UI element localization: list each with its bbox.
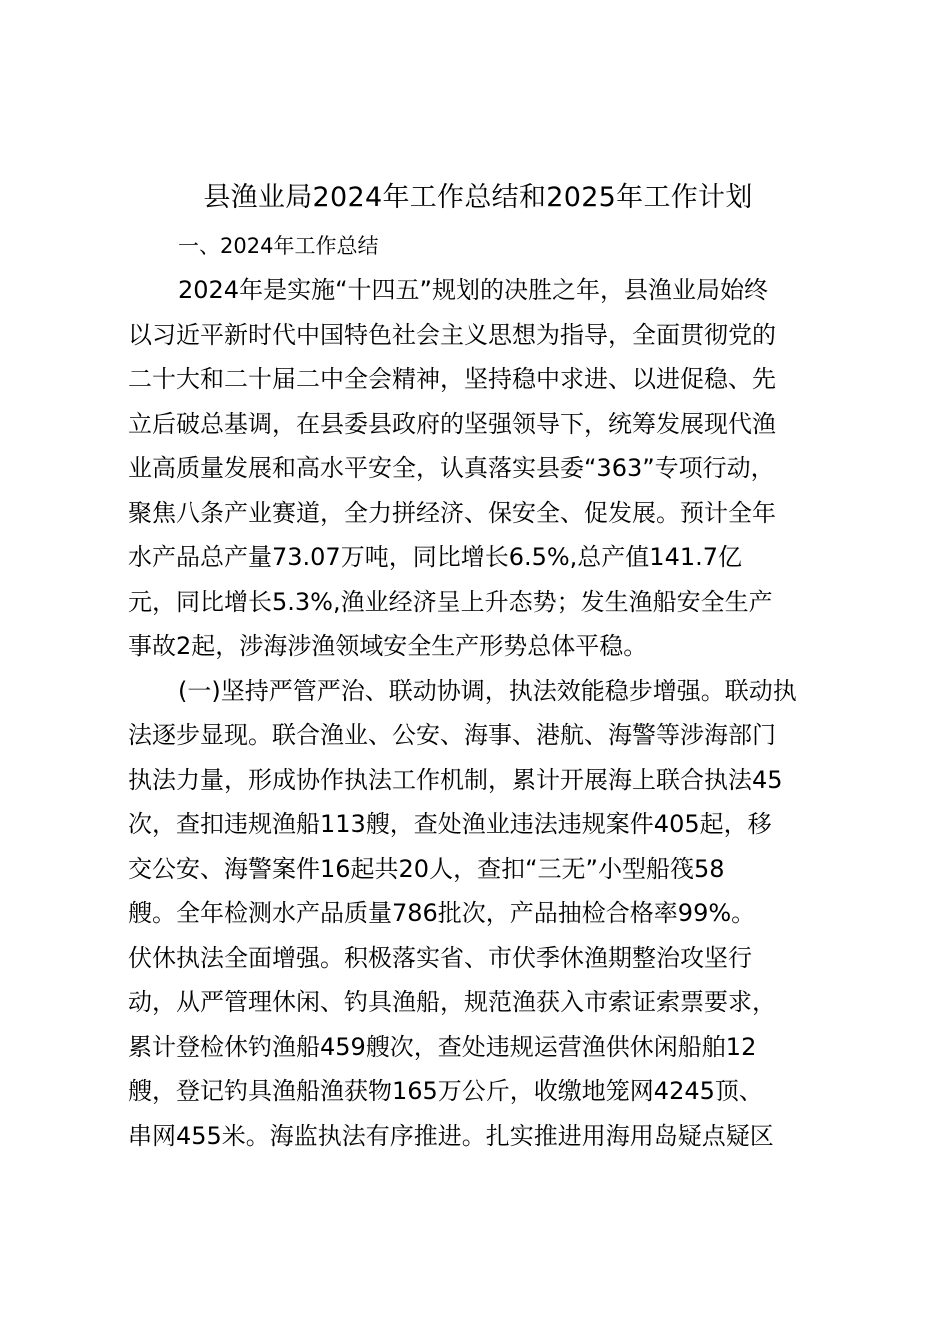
document-title: 县渔业局2024年工作总结和2025年工作计划: [203, 182, 753, 213]
paragraph-line: 水产品总产量73.07万吨，同比增长6.5%,总产值141.7亿: [128, 543, 743, 571]
paragraph-line: 立后破总基调，在县委县政府的坚强领导下，统筹发展现代渔: [128, 410, 776, 438]
paragraph-line: 业高质量发展和高水平安全，认真落实县委“363”专项行动，: [128, 454, 775, 482]
section-heading: 一、2024年工作总结: [178, 234, 379, 258]
paragraph-line: 累计登检休钓渔船459艘次，查处违规运营渔供休闲船舶12: [128, 1033, 757, 1061]
paragraph-line: 元，同比增长5.3%,渔业经济呈上升态势；发生渔船安全生产: [128, 588, 773, 616]
paragraph-line: 以习近平新时代中国特色社会主义思想为指导，全面贯彻党的: [128, 321, 776, 349]
paragraph-line: 伏休执法全面增强。积极落实省、市伏季休渔期整治攻坚行: [128, 944, 752, 972]
paragraph-line: 串网455米。海监执法有序推进。扎实推进用海用岛疑点疑区: [128, 1122, 774, 1150]
paragraph-line: (一)坚持严管严治、联动协调，执法效能稳步增强。联动执: [178, 677, 797, 705]
paragraph-line: 执法力量，形成协作执法工作机制，累计开展海上联合执法45: [128, 766, 783, 794]
paragraph-line: 次，查扣违规渔船113艘，查处渔业违法违规案件405起，移: [128, 810, 772, 838]
paragraph-line: 交公安、海警案件16起共20人，查扣“三无”小型船筏58: [128, 855, 725, 883]
paragraph-line: 动，从严管理休闲、钓具渔船，规范渔获入市索证索票要求，: [128, 988, 776, 1016]
paragraph-line: 艘。全年检测水产品质量786批次，产品抽检合格率99%。: [128, 899, 756, 927]
paragraph-line: 2024年是实施“十四五”规划的决胜之年，县渔业局始终: [178, 276, 768, 304]
paragraph-line: 聚焦八条产业赛道，全力拼经济、保安全、促发展。预计全年: [128, 499, 776, 527]
paragraph-line: 事故2起，涉海涉渔领域安全生产形势总体平稳。: [128, 632, 648, 660]
paragraph-line: 艘，登记钓具渔船渔获物165万公斤，收缴地笼网4245顶、: [128, 1077, 763, 1105]
paragraph-line: 法逐步显现。联合渔业、公安、海事、港航、海警等涉海部门: [128, 721, 776, 749]
paragraph-line: 二十大和二十届二中全会精神，坚持稳中求进、以进促稳、先: [128, 365, 776, 393]
